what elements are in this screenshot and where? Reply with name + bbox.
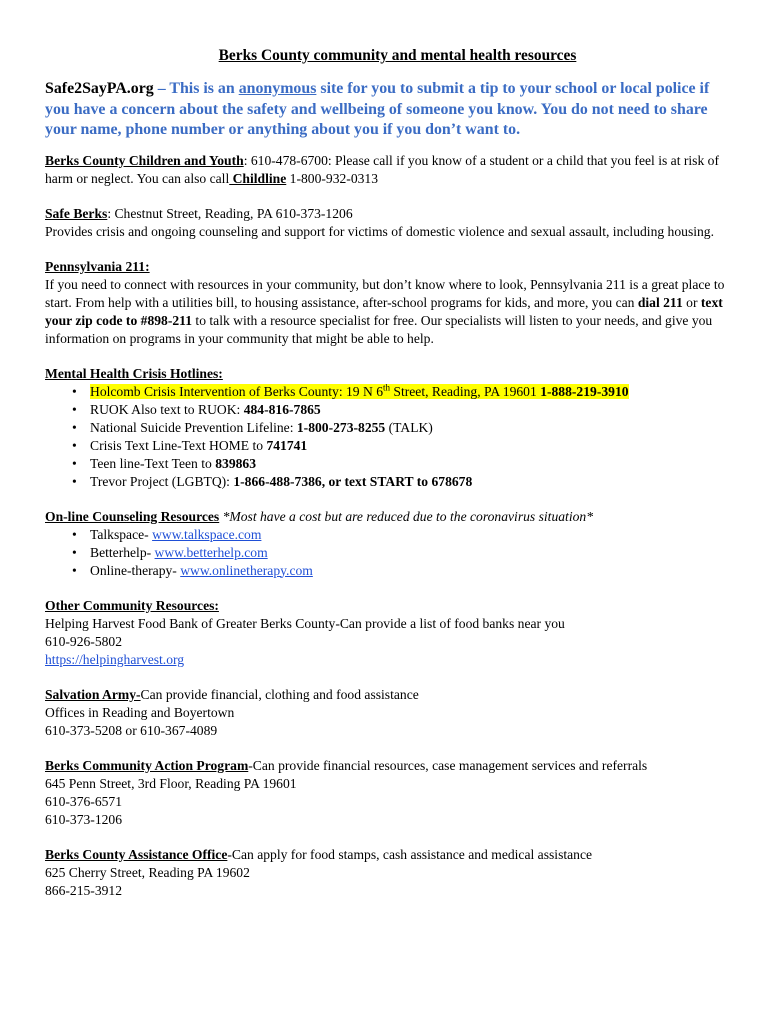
section-assistance-office [45, 846, 730, 900]
list-item: • RUOK Also text to RUOK: 484-816-7865 [90, 401, 730, 419]
bcao-desc: -Can apply for food stamps, cash assistance and medical assistance [227, 846, 593, 862]
onlinetherapy-link[interactable]: www.onlinetherapy.com [180, 562, 313, 578]
pa211-label: Pennsylvania 211: [45, 258, 150, 274]
talkspace-link[interactable]: www.talkspace.com [152, 526, 262, 542]
bcao-address: 625 Cherry Street, Reading PA 19602 [45, 864, 250, 880]
salvation-label: Salvation Army- [45, 686, 141, 702]
pa211-text-zip: text your zip code to #898-211 [45, 294, 723, 328]
section-bcap [45, 757, 730, 829]
online-note: *Most have a cost but are reduced due to the coronavirus situation* [219, 508, 593, 524]
pa211-text-3: to talk with a resource specialist for free. Our specialists will listen to your needs, and give you information on programs in your community that might be able to help. [45, 312, 713, 346]
online-label: On-line Counseling Resources [45, 508, 220, 524]
bcap-address: 645 Penn Street, 3rd Floor, Reading PA 19601 [45, 775, 297, 791]
safe2say-pre: This is an [169, 80, 239, 97]
childline-phone: 1-800-932-0313 [286, 170, 379, 186]
betterhelp-link[interactable]: www.betterhelp.com [154, 544, 268, 560]
helping-harvest-link[interactable]: https://helpingharvest.org [45, 651, 185, 667]
pa211-dial: dial 211 [637, 294, 683, 310]
hotlines-list [45, 383, 730, 491]
cyf-label: Berks County Children and Youth [45, 152, 244, 168]
list-item: • Talkspace- www.talkspace.com [90, 526, 730, 544]
bcap-label: Berks Community Action Program [45, 757, 249, 773]
safe2say-paragraph [45, 79, 730, 141]
section-pa211 [45, 258, 730, 348]
bcao-phone: 866-215-3912 [45, 882, 123, 898]
list-item: • Betterhelp- www.betterhelp.com [90, 544, 730, 562]
safe2say-name[interactable]: Safe2SayPA.org [45, 80, 154, 97]
list-item: • Crisis Text Line-Text HOME to 741741 [90, 437, 730, 455]
bcap-phone-1: 610-376-6571 [45, 793, 123, 809]
salvation-desc: Can provide financial, clothing and food assistance [140, 686, 419, 702]
salvation-phones: 610-373-5208 or 610-367-4089 [45, 722, 218, 738]
list-item: • Holcomb Crisis Intervention of Berks County: 19 N 6th Street, Reading, PA 19601 1-888-219-3910 [90, 383, 730, 401]
bcap-phone-2: 610-373-1206 [45, 811, 123, 827]
helping-harvest-phone: 610-926-5802 [45, 633, 123, 649]
section-salvation-army [45, 686, 730, 740]
section-safe-berks [45, 205, 730, 241]
bcao-label: Berks County Assistance Office [45, 846, 228, 862]
online-list [45, 526, 730, 580]
pa211-text-2: or [682, 294, 701, 310]
list-item: • Online-therapy- www.onlinetherapy.com [90, 562, 730, 580]
list-item: • Teen line-Text Teen to 839863 [90, 455, 730, 473]
childline-label: Childline [229, 170, 287, 186]
section-hotlines [45, 365, 730, 491]
list-item: • National Suicide Prevention Lifeline: 1-800-273-8255 (TALK) [90, 419, 730, 437]
helping-harvest-desc: Helping Harvest Food Bank of Greater Berks County-Can provide a list of food banks near you [45, 615, 565, 631]
section-other-resources [45, 597, 730, 669]
safe2say-post: site for you to submit a tip to your school or local police if you have a concern about the safety and wellbeing of someone you know. You do not need to share your name, phone number or anything about you if you don’t want to. [45, 80, 710, 138]
section-online-counseling [45, 508, 730, 580]
page-title: Berks County community and mental health resources [218, 47, 577, 64]
safe-berks-address: : Chestnut Street, Reading, PA 610-373-1206 [107, 205, 353, 221]
hotlines-label: Mental Health Crisis Hotlines: [45, 365, 223, 381]
safe-berks-desc: Provides crisis and ongoing counseling and support for victims of domestic violence and sexual assault, including housing. [45, 223, 715, 239]
safe2say-anonymous: anonymous [238, 80, 317, 97]
safe-berks-label: Safe Berks [45, 205, 108, 221]
section-children-youth [45, 152, 730, 188]
bcap-desc: -Can provide financial resources, case management services and referrals [248, 757, 648, 773]
cyf-text: : 610-478-6700: Please call if you know of a student or a child that you feel is at risk of harm or neglect. You can also call [45, 152, 719, 186]
salvation-offices: Offices in Reading and Boyertown [45, 704, 235, 720]
safe2say-dash: – [153, 80, 170, 97]
pa211-text-1: If you need to connect with resources in your community, but don’t know where to look, Pennsylvania 211 is a great place to start. From help with a utilities bill, to housing assistance, after-school programs for kids, and more, you can [45, 276, 725, 310]
other-label: Other Community Resources: [45, 597, 219, 613]
list-item: • Trevor Project (LGBTQ): 1-866-488-7386, or text START to 678678 [90, 473, 730, 491]
